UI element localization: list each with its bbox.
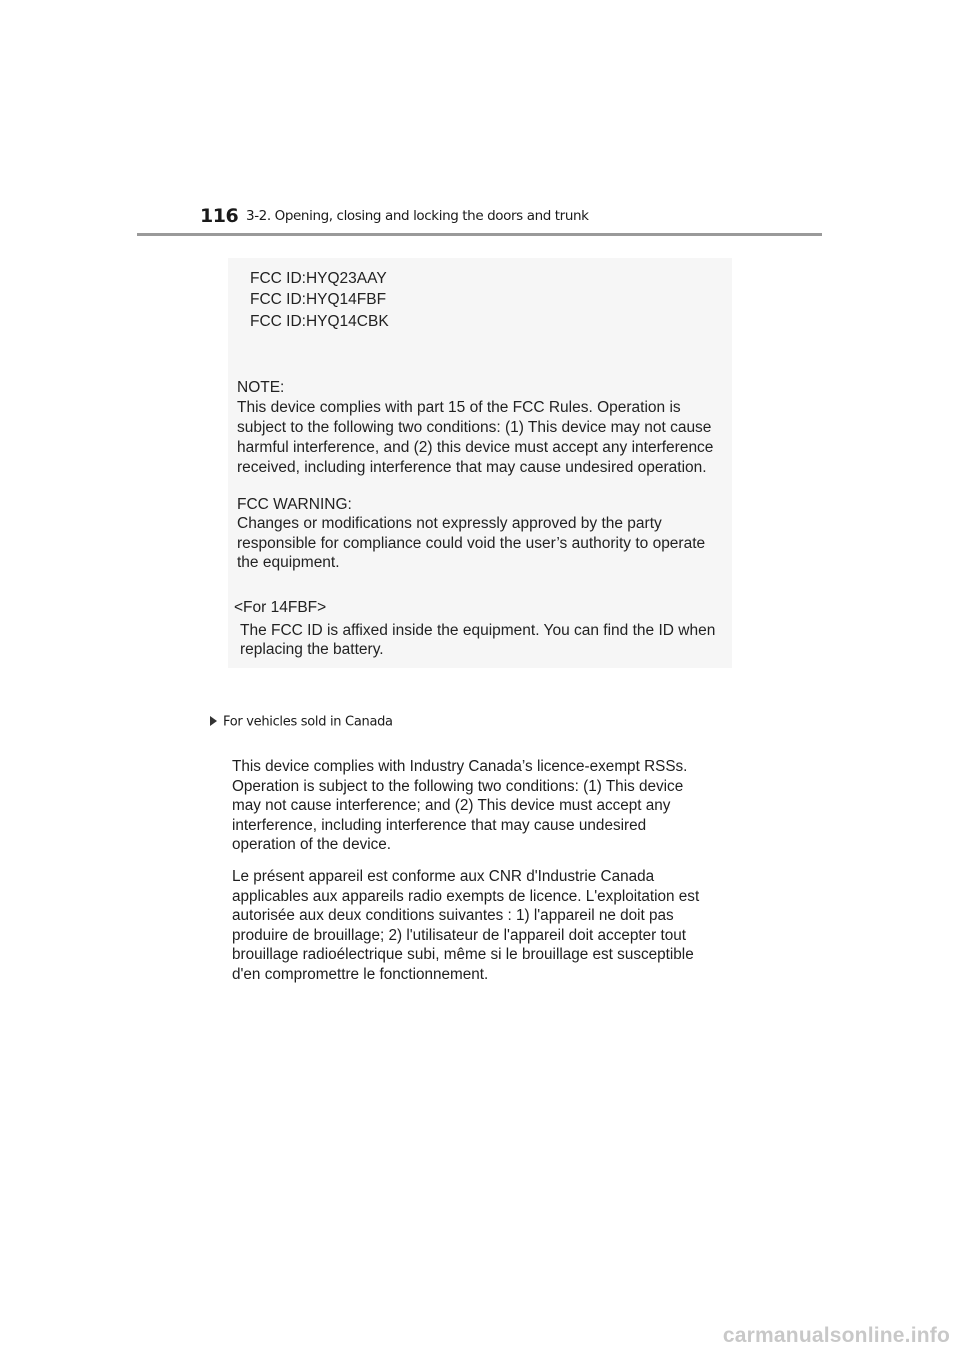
canada-english-line: Operation is subject to the following two conditions: (1) This device [232, 778, 684, 795]
fcc-label-image [228, 258, 732, 668]
canada-french-line: d'en compromettre le fonctionnement. [232, 966, 489, 983]
page-header [200, 205, 820, 231]
note-line: harmful interference, and (2) this device must accept any interference [237, 439, 714, 456]
canada-french-line: autorisée aux deux conditions suivantes : 1) l'appareil ne doit pas [232, 907, 674, 924]
for-model-line: replacing the battery. [240, 641, 384, 658]
canada-french-line: produire de brouillage; 2) l'utilisateur de l'appareil doit accepter tout [232, 927, 686, 944]
canada-english-line: interference, including interference that may cause undesired [232, 817, 647, 834]
canada-english-line: may not cause interference; and (2) This device must accept any [232, 797, 671, 814]
canada-english-line: This device complies with Industry Canada’s licence-exempt RSSs. [232, 758, 688, 775]
note-line: received, including interference that may cause undesired operation. [237, 459, 707, 476]
warning-line: responsible for compliance could void the user’s authority to operate [237, 535, 706, 552]
for-model-heading: <For 14FBF> [234, 599, 327, 616]
section-title: 3-2. Opening, closing and locking the doors and trunk [246, 208, 589, 224]
page-number: 116 [200, 205, 239, 227]
warning-heading: FCC WARNING: [237, 496, 352, 513]
canada-french-line: Le présent appareil est conforme aux CNR d'Industrie Canada [232, 868, 655, 885]
header-divider [137, 233, 822, 236]
canada-french-line: applicables aux appareils radio exempts de licence. L'exploitation est [232, 888, 700, 905]
fcc-id-line: FCC ID:HYQ14FBF [250, 291, 387, 308]
watermark: carmanualsonline.info [722, 1324, 950, 1347]
canada-french-line: brouillage radioélectrique subi, même si le brouillage est susceptible [232, 946, 694, 963]
fcc-id-line: FCC ID:HYQ14CBK [250, 313, 389, 330]
triangle-bullet-icon [210, 716, 217, 726]
warning-line: Changes or modifications not expressly approved by the party [237, 515, 662, 532]
note-line: subject to the following two conditions: (1) This device may not cause [237, 419, 712, 436]
note-line: This device complies with part 15 of the FCC Rules. Operation is [237, 399, 681, 416]
fcc-id-line: FCC ID:HYQ23AAY [250, 270, 387, 287]
canada-heading-text: For vehicles sold in Canada [223, 714, 393, 730]
canada-section-heading [210, 713, 393, 731]
for-model-line: The FCC ID is affixed inside the equipment. You can find the ID when [240, 622, 716, 639]
note-heading: NOTE: [237, 379, 285, 396]
warning-line: the equipment. [237, 554, 340, 571]
canada-english-line: operation of the device. [232, 836, 392, 853]
